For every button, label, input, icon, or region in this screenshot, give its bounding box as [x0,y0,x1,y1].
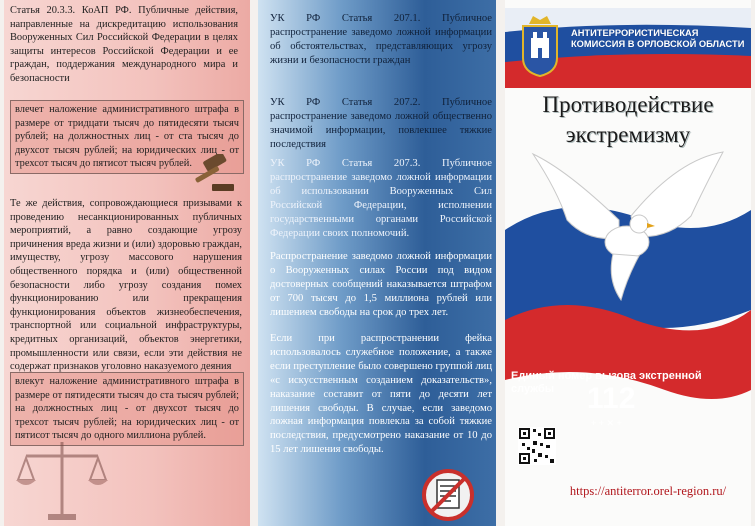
commission-name: АНТИТЕРРОРИСТИЧЕСКАЯ КОМИССИЯ В ОРЛОВСКОЙ ОБЛАСТИ [571,28,745,49]
justice-scales-icon [14,436,110,522]
fine-box-1-text: влечет наложение административного штрафа в размере от тридцати тысяч до пятидесяти тысяч рублей; на должностных лиц - от ста тысяч до двухсот тысяч рублей; на юридических лиц - от трехсот тысяч до пятисот тысяч рублей. [15,104,239,170]
uk-207-3-text: УК РФ Статья 207.3. Публичное распространение заведомо ложной информации об использовании Вооруженных Сил Российской Федерации, исполнении государственными органами Российской Федерации своих полномочий. [270,158,492,239]
leaflet-title [505,90,751,150]
dove-icon [527,150,727,306]
no-fake-news-icon [421,468,475,522]
title-line-1: Противодействие [542,92,714,117]
orel-region-emblem [519,14,561,78]
website-link[interactable]: https://antiterror.orel-region.ru/ [569,484,727,498]
title-line-2: экстремизму [565,122,691,147]
fine-box-2-text: влекут наложение административного штрафа в размере от пятидесяти тысяч до ста тысяч рублей; на должностных лиц - от двухсот тысяч до трехсот тысяч рублей; на юридических лиц - от пятисот тысяч до одного миллиона рублей. [15,376,239,442]
fake-penalty-text: Распространение заведомо ложной информации о Вооруженных силах России под видом достоверных сообщений наказывается штрафом от 700 тысяч до 1,5 миллиона рублей или лишением свободы на срок до трех лет. [270,251,492,318]
left-panel [4,0,250,526]
aggravated-penalty-text: Если при распространении фейка использовалось служебное положение, а также если преступление было совершено группой лиц «с искусственным созданием доказательств», наказание составит от пяти до десяти лет лишения свободы. В случае, если заведомо ложная информация повлекла за собой тяжкие последствия, предусмотрено наказание от 10 до 15 лет лишения свободы. [270,333,492,456]
emergency-text: Единый номер вызова экстренной службы [511,370,702,395]
right-panel [505,0,751,526]
koap-article-text: Статья 20.3.3. КоАП РФ. Публичные действия, направленные на дискредитацию использования Вооруженных Сил Российской Федерации в целях защиты интересов Российской Федерации и ее граждан, поддержания международного мира и безопасности [10,5,238,84]
fine-box-2 [10,372,244,446]
same-actions-text: Те же действия, сопровождающиеся призывами к проведению несанкционированных публичных мероприятий, а равно создающие угрозу причинения вреда жизни и (или) здоровью граждан, имуществу, угрозу массового нарушения общественного порядка и (или) общественной безопасности либо угрозу создания помех функционированию или прекращения функционирования объектов жизнеобеспечения, транспортной или социальной инфраструктуры, кредитных организаций, объектов энергетики, промышленности или связи, если эти действия не содержат признаков уголовно наказуемого деяния [10,198,242,373]
uk-207-1-text: УК РФ Статья 207.1. Публичное распространение заведомо ложной информации об обстоятельствах, представляющих угрозу жизни и безопасности граждан [270,13,492,66]
qr-code-icon[interactable] [518,427,556,465]
uk-207-2-text: УК РФ Статья 207.2. Публичное распространение заведомо ложной общественно значимой информации, повлекшее тяжкие последствия [270,97,492,150]
emergency-plus-signs: + + ✕ + [591,418,622,428]
middle-panel [258,0,496,526]
gavel-icon [190,154,234,194]
emergency-number: 112 [587,382,636,415]
